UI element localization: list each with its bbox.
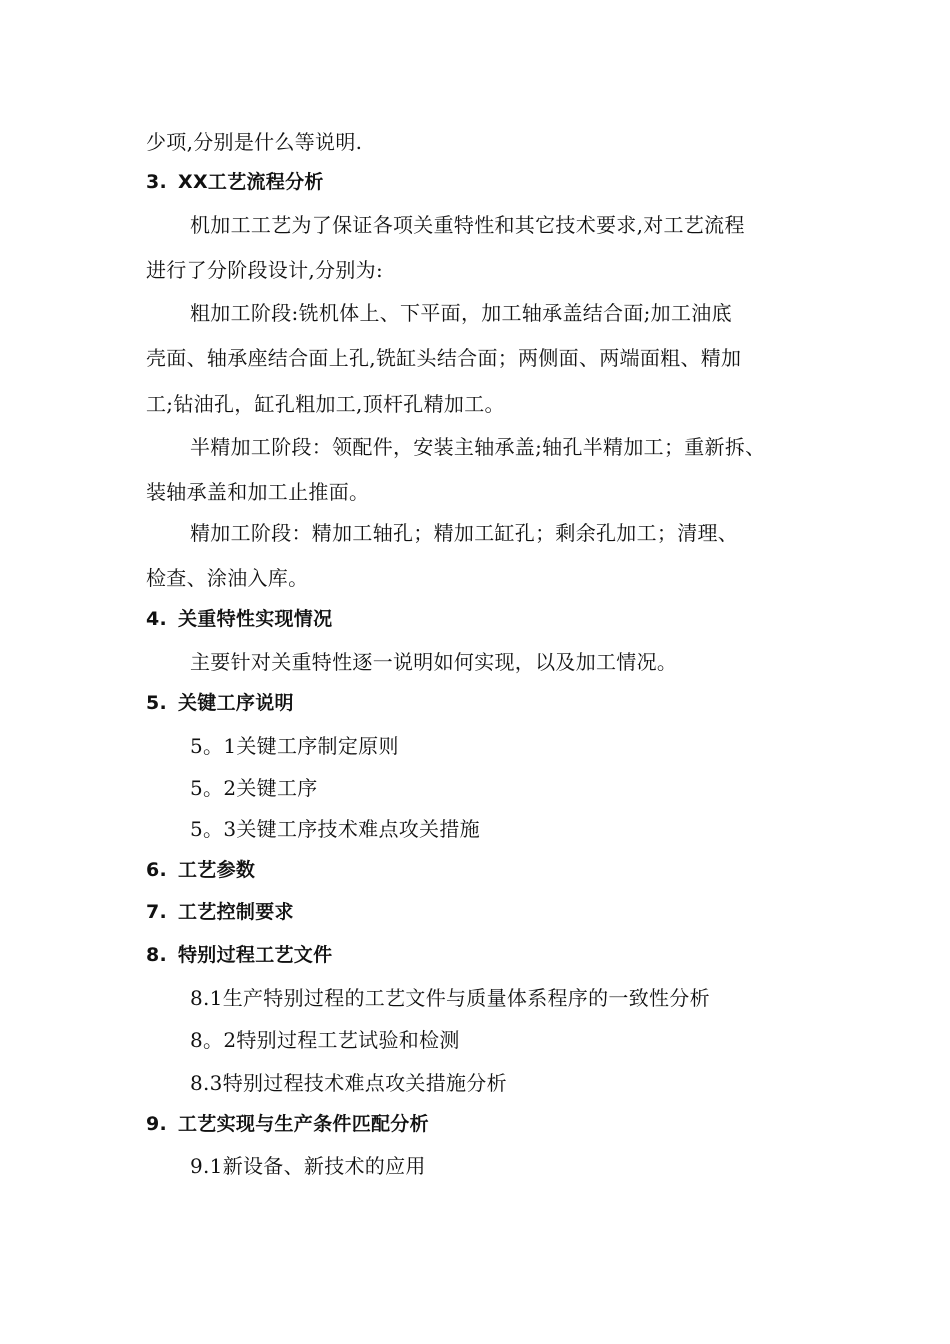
section-9-number: 9. [146,1113,168,1135]
section-9-title: 工艺实现与生产条件匹配分析 [178,1113,429,1135]
section-6-number: 6. [146,859,168,881]
section-5-subitem: 5。3关键工序技术难点攻关措施 [190,817,480,841]
section-5-subitem: 5。1关键工序制定原则 [190,734,399,758]
section-4-paragraph: 主要针对关重特性逐一说明如何实现，以及加工情况。 [190,650,678,674]
semi-finishing-line: 装轴承盖和加工止推面。 [146,480,370,504]
rough-machining-line: 工;钻油孔，缸孔粗加工,顶杆孔精加工。 [146,392,505,416]
section-3-title: XX工艺流程分析 [178,171,324,193]
section-4-heading [146,606,332,632]
semi-finishing-line: 半精加工阶段：领配件，安装主轴承盖;轴孔半精加工；重新拆、 [190,435,766,459]
rough-machining-line: 粗加工阶段:铣机体上、下平面，加工轴承盖结合面;加工油底 [190,301,732,325]
section-8-title: 特别过程工艺文件 [178,944,333,966]
section-8-number: 8. [146,944,168,966]
section-7-heading [146,899,294,925]
section-7-number: 7. [146,901,168,923]
section-3-heading [146,169,324,195]
section-3-paragraph-line: 机加工工艺为了保证各项关重特性和其它技术要求,对工艺流程 [190,213,745,237]
section-6-heading [146,857,255,883]
section-6-title: 工艺参数 [178,859,256,881]
section-3-paragraph-line: 进行了分阶段设计,分别为: [146,258,383,282]
section-8-subitem: 8.1生产特别过程的工艺文件与质量体系程序的一致性分析 [190,986,710,1010]
finishing-line: 精加工阶段：精加工轴孔；精加工缸孔；剩余孔加工；清理、 [190,521,739,545]
section-5-heading [146,690,294,716]
section-8-subitem: 8。2特别过程工艺试验和检测 [190,1028,460,1052]
section-8-heading [146,942,332,968]
section-5-subitem: 5。2关键工序 [190,776,318,800]
section-5-title: 关键工序说明 [178,692,294,714]
section-7-title: 工艺控制要求 [178,901,294,923]
rough-machining-line: 壳面、轴承座结合面上孔,铣缸头结合面；两侧面、两端面粗、精加 [146,346,742,370]
section-9-heading [146,1111,429,1137]
section-3-number: 3. [146,171,168,193]
intro-tail-text: 少项,分别是什么等说明. [146,130,363,154]
section-4-title: 关重特性实现情况 [178,608,333,630]
section-5-number: 5. [146,692,168,714]
section-8-subitem: 8.3特别过程技术难点攻关措施分析 [190,1071,507,1095]
finishing-line: 检查、涂油入库。 [146,566,309,590]
section-4-number: 4. [146,608,168,630]
section-9-subitem: 9.1新设备、新技术的应用 [190,1154,426,1178]
